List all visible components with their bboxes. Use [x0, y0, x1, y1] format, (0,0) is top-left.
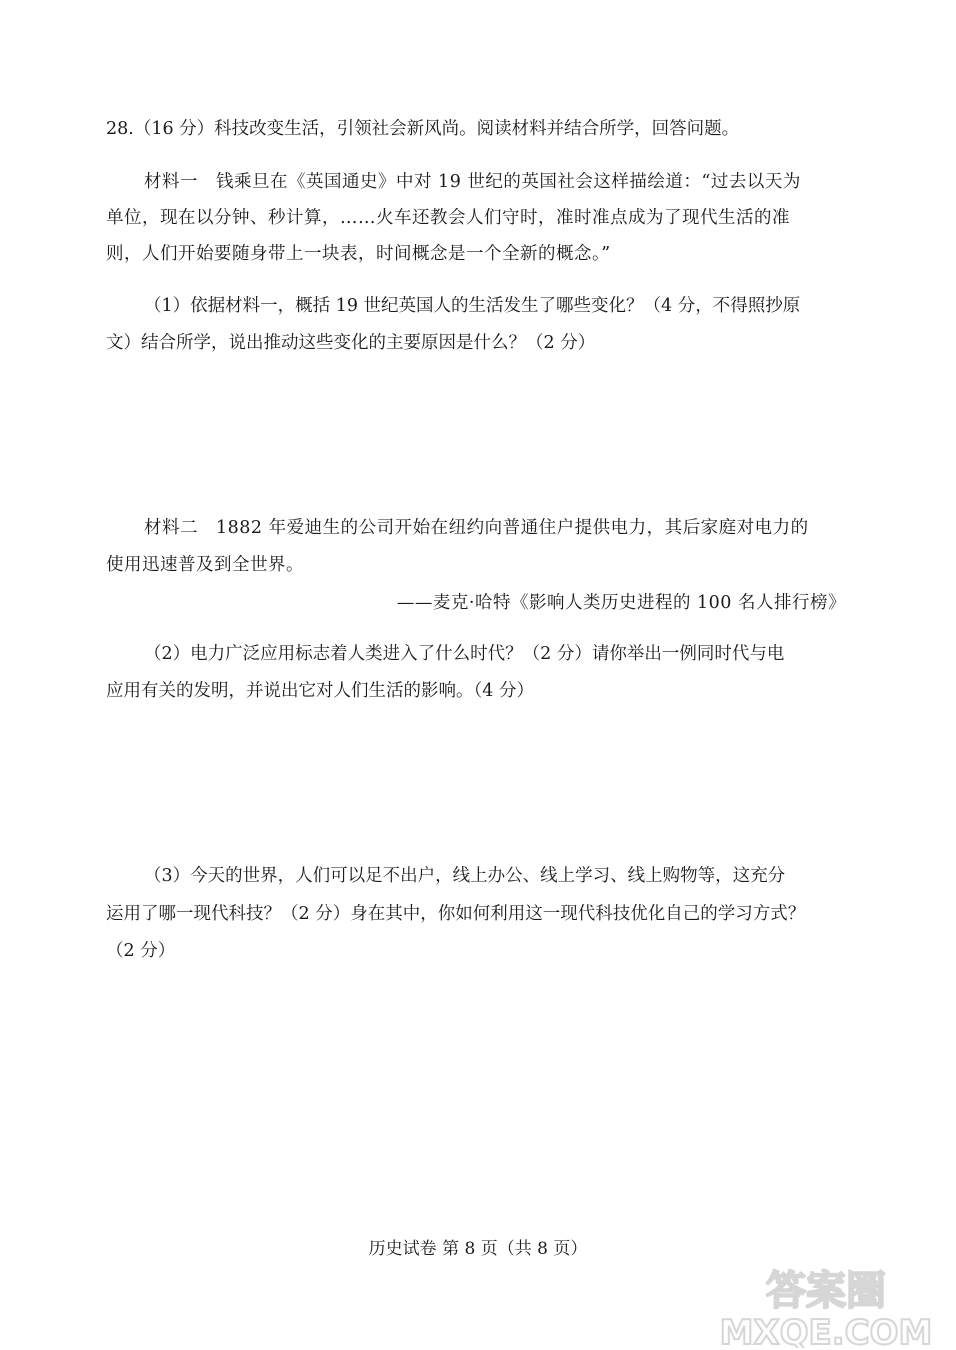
- question-header: 28.（16 分）科技改变生活，引领社会新风尚。阅读材料并结合所学，回答问题。: [106, 119, 740, 139]
- page-footer: 历史试卷 第 8 页（共 8 页）: [368, 1239, 588, 1259]
- material-1-line-3: 则，人们开始要随身带上一块表，时间概念是一个全新的概念。”: [106, 244, 611, 264]
- sub-question-3-line-2: 运用了哪一现代科技？（2 分）身在其中，你如何利用这一现代科技优化自己的学习方式？: [106, 904, 806, 924]
- watermark-url: MXQE.COM: [719, 1313, 933, 1348]
- watermark-logo: [706, 1268, 946, 1348]
- material-2-line-2: 使用迅速普及到全世界。: [106, 555, 304, 575]
- sub-question-1-line-2: 文）结合所学，说出推动这些变化的主要原因是什么？（2 分）: [106, 333, 596, 353]
- sub-question-2-line-2: 应用有关的发明，并说出它对人们生活的影响。（4 分）: [106, 681, 534, 701]
- sub-question-1-line-1: （1）依据材料一，概括 19 世纪英国人的生活发生了哪些变化？（4 分，不得照抄原: [144, 296, 801, 316]
- material-1-line-1: 材料一 钱乘旦在《英国通史》中对 19 世纪的英国社会这样描绘道：“过去以天为: [144, 172, 801, 192]
- material-2-source: ——麦克·哈特《影响人类历史进程的 100 名人排行榜》: [396, 593, 846, 613]
- sub-question-3-line-1: （3）今天的世界，人们可以足不出户，线上办公、线上学习、线上购物等，这充分: [144, 866, 786, 886]
- watermark-brand: 答案圈: [766, 1268, 886, 1314]
- sub-question-3-line-3: （2 分）: [106, 941, 176, 961]
- material-1-line-2: 单位，现在以分钟、秒计算，……火车还教会人们守时，准时准点成为了现代生活的准: [106, 208, 790, 228]
- sub-question-2-line-1: （2）电力广泛应用标志着人类进入了什么时代？（2 分）请你举出一例同时代与电: [144, 644, 785, 664]
- material-2-line-1: 材料二 1882 年爱迪生的公司开始在纽约向普通住户提供电力，其后家庭对电力的: [144, 518, 809, 538]
